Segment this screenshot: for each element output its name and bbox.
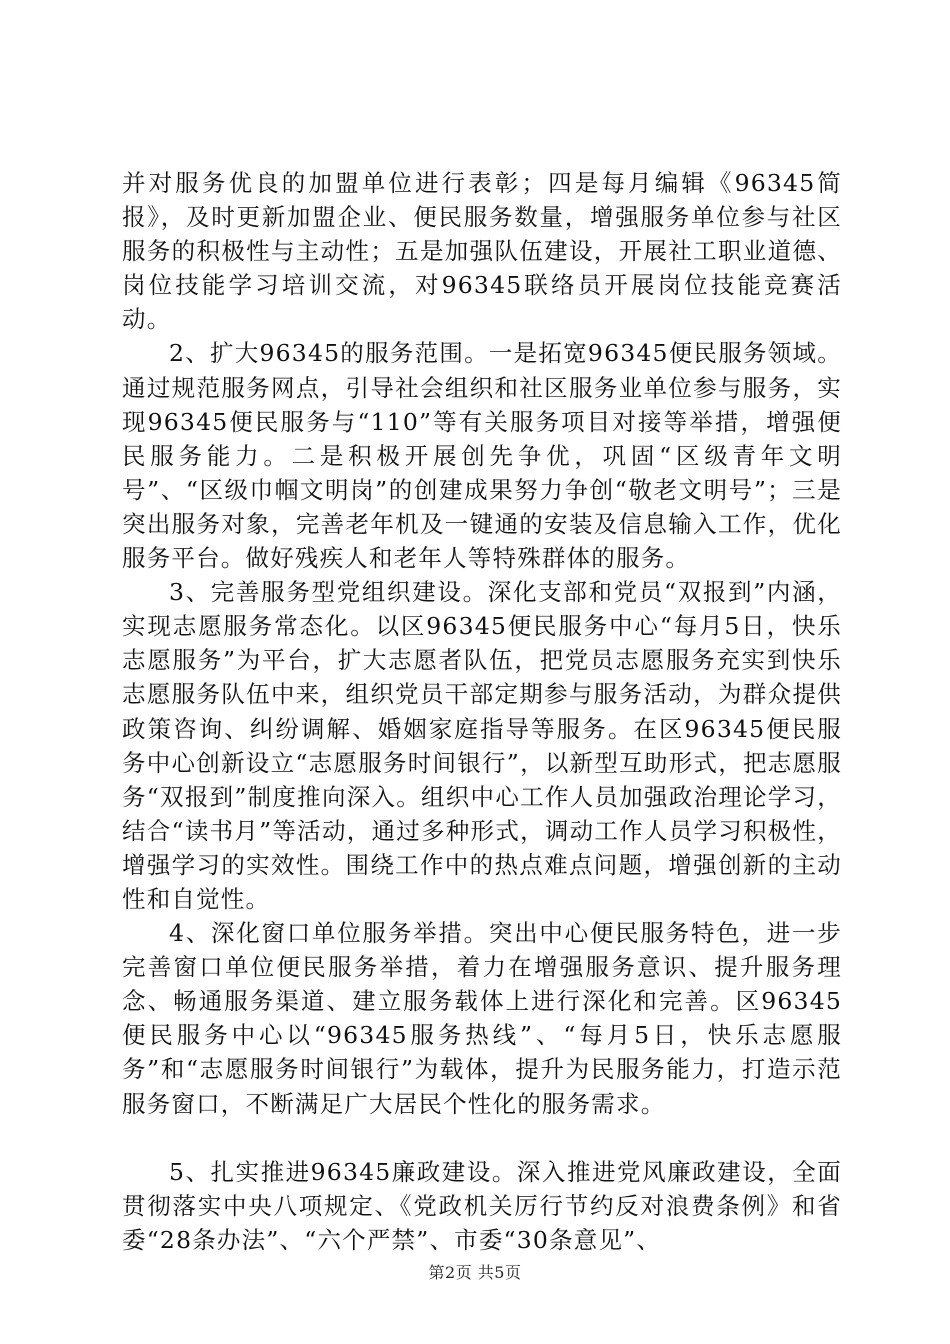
paragraph-item-2: 2、扩大96345的服务范围。一是拓宽96345便民服务领域。通过规范服务网点，引导社会组织和社区服务业单位参与服务，实现96345便民服务与“110”等有关服务项目对接等举措，增强便民服务能力。二是积极开展创先争优，巩固“区级青年文明号”、“区级巾帼文明岗”的创建成果努力争创“敬老文明号”；三是突出服务对象，完善老年机及一键通的安装及信息输入工作，优化服务平台。做好残疾人和老年人等特殊群体的服务。 — [122, 339, 842, 573]
paragraph-continuation: 并对服务优良的加盟单位进行表彰；四是每月编辑《96345简报》，及时更新加盟企业、便民服务数量，增强服务单位参与社区服务的积极性与主动性；五是加强队伍建设，开展社工职业道德、岗位技能学习培训交流，对96345联络员开展岗位技能竞赛活动。 — [122, 169, 842, 334]
page-footer: 第2页 共5页 — [428, 1263, 522, 1282]
document-body — [122, 166, 842, 1257]
paragraph-item-4: 4、深化窗口单位服务举措。突出中心便民服务特色，进一步完善窗口单位便民服务举措，着力在增强服务意识、提升服务理念、畅通服务渠道、建立服务载体上进行深化和完善。区96345便民服务中心以“96345服务热线”、“每月5日，快乐志愿服务”和“志愿服务时间银行”为载体，提升为民服务能力，打造示范服务窗口，不断满足广大居民个性化的服务需求。 — [122, 919, 842, 1118]
paragraph-item-5: 5、扎实推进96345廉政建设。深入推进党风廉政建设，全面贯彻落实中央八项规定、《党政机关厉行节约反对浪费条例》和省委“28条办法”、“六个严禁”、市委“30条意见”、 — [122, 1157, 842, 1254]
paragraph-item-3: 3、完善服务型党组织建设。深化支部和党员“双报到”内涵，实现志愿服务常态化。以区96345便民服务中心“每月5日，快乐志愿服务”为平台，扩大志愿者队伍，把党员志愿服务充实到快乐志愿服务队伍中来，组织党员干部定期参与服务活动，为群众提供政策咨询、纠纷调解、婚姻家庭指导等服务。在区96345便民服务中心创新设立“志愿服务时间银行”，以新型互助形式，把志愿服务“双报到”制度推向深入。组织中心工作人员加强政治理论学习，结合“读书月”等活动，通过多种形式，调动工作人员学习积极性，增强学习的实效性。围绕工作中的热点难点问题，增强创新的主动性和自觉性。 — [122, 578, 842, 913]
